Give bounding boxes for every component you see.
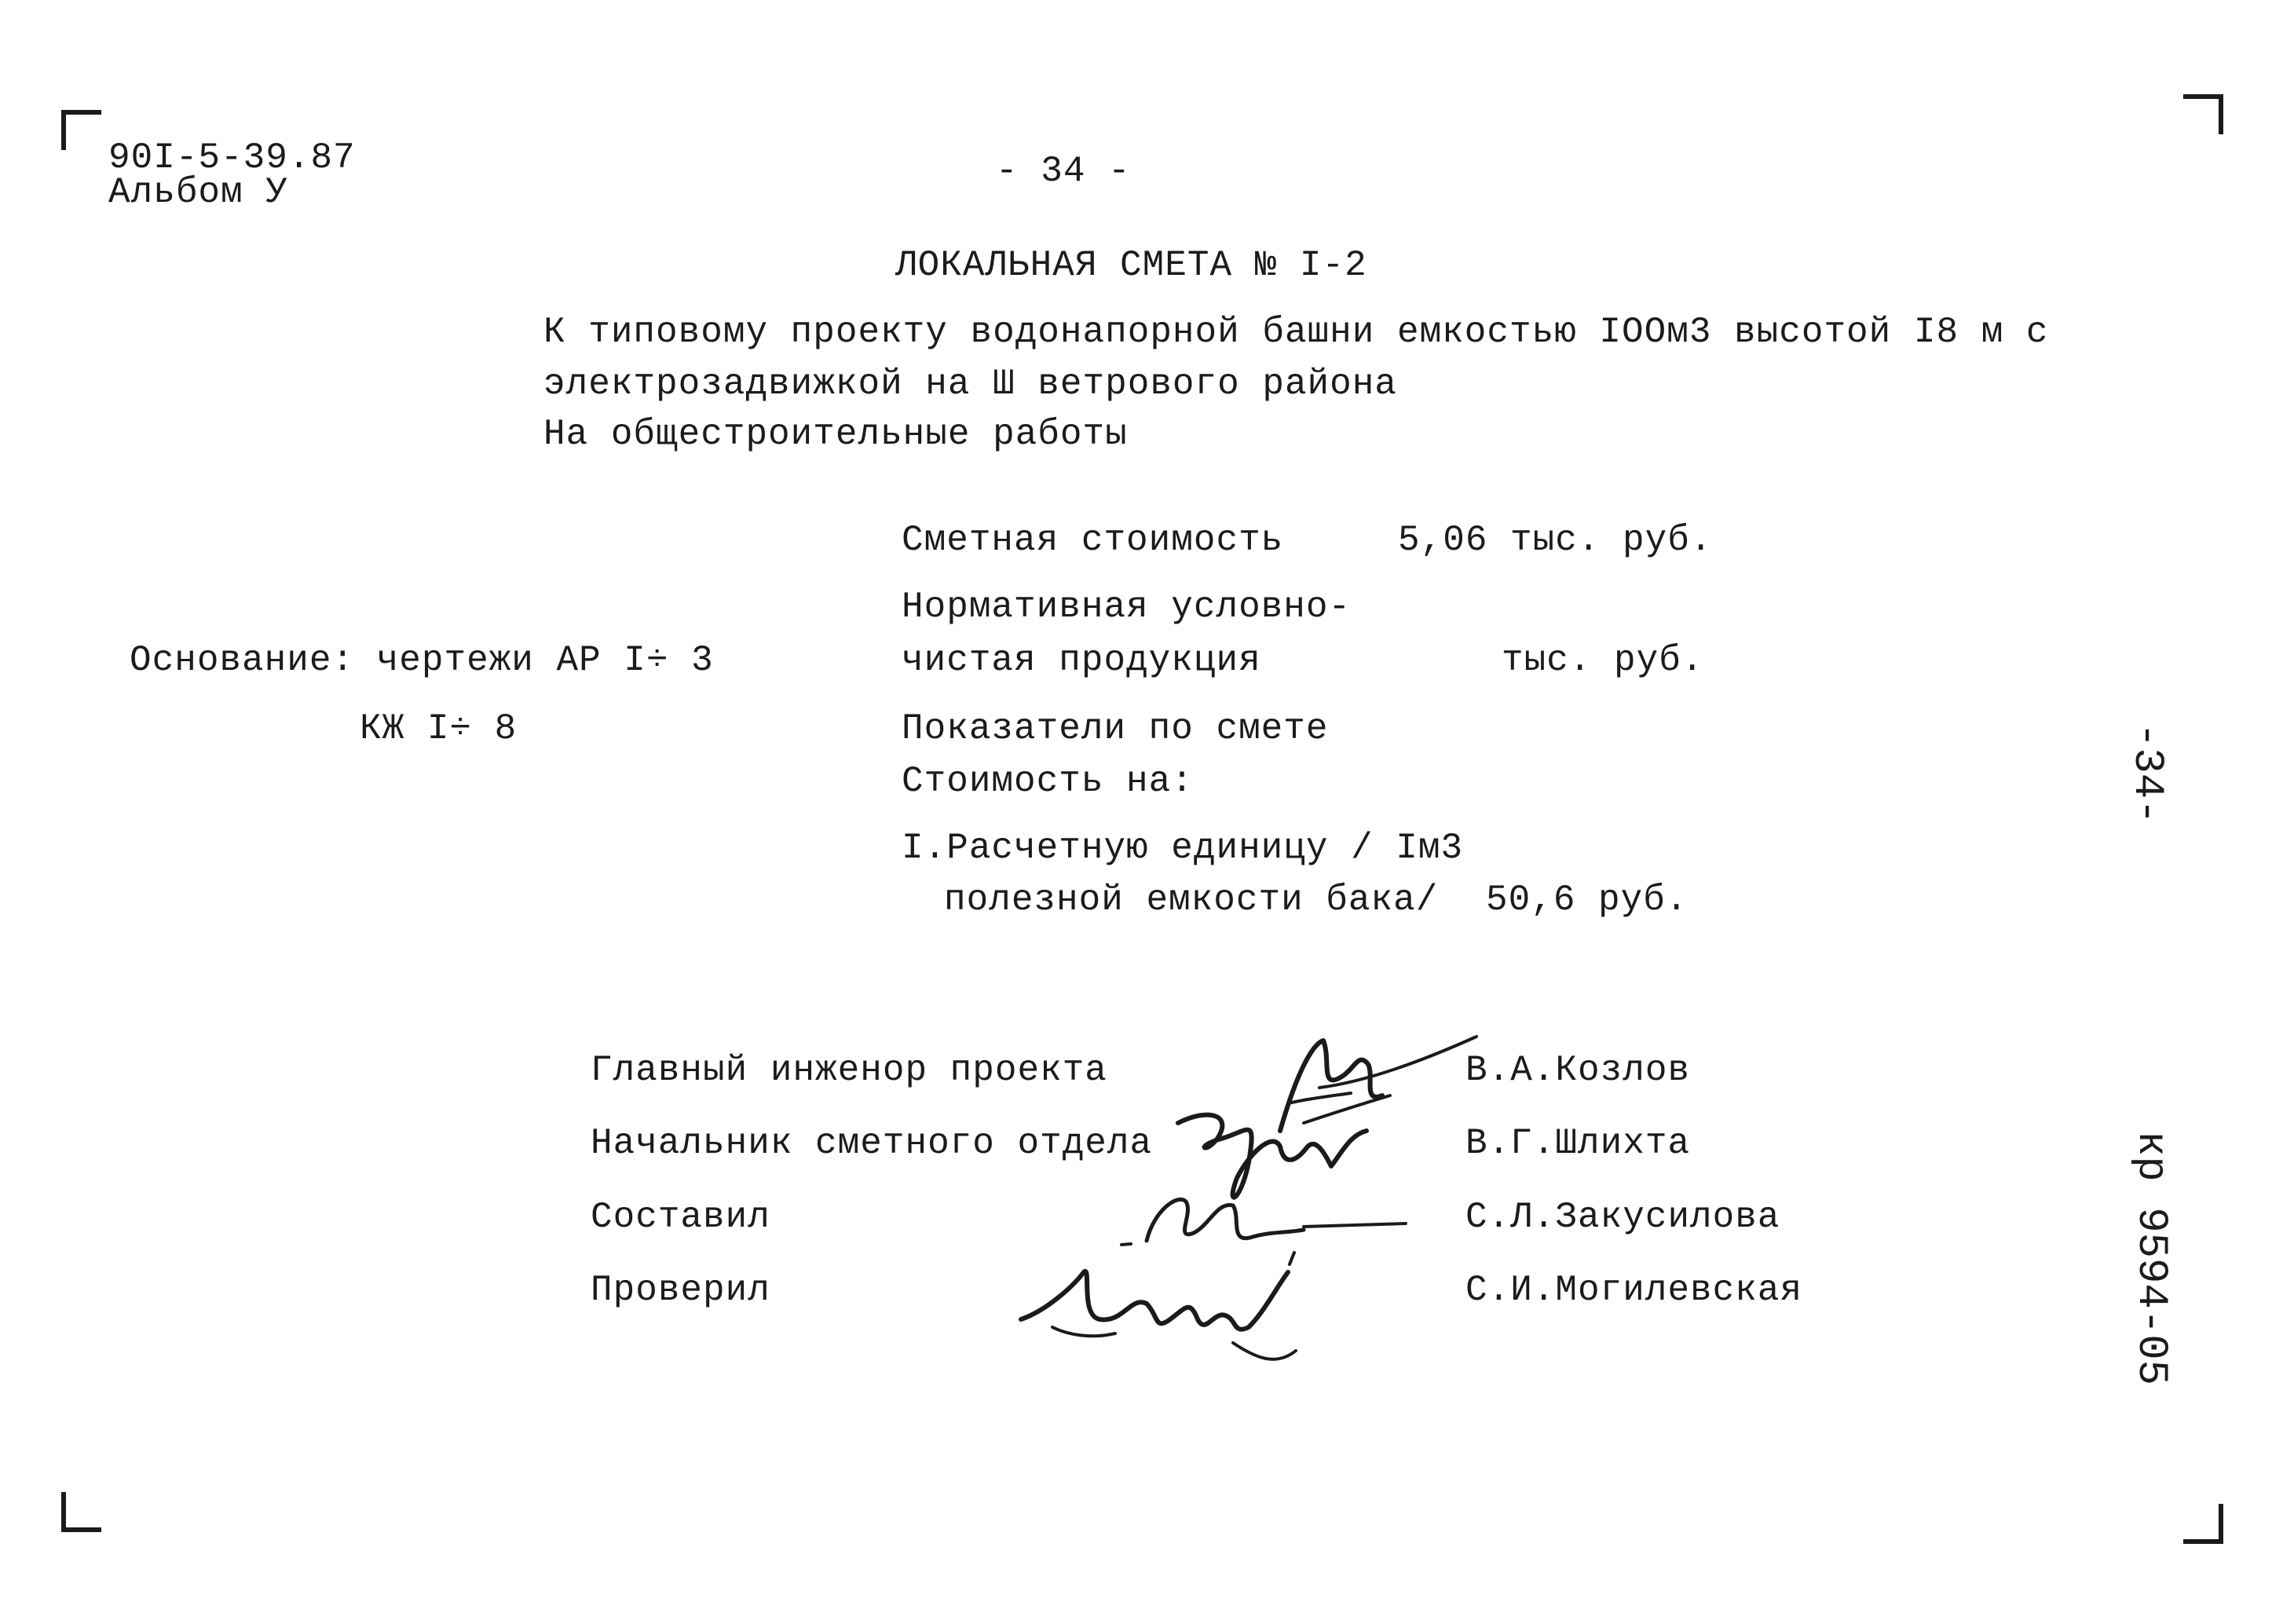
crop-mark-top-left bbox=[61, 110, 101, 150]
signature-role-compiled-by: Составил bbox=[591, 1197, 770, 1238]
basis-line-2: КЖ I÷ 8 bbox=[360, 708, 518, 749]
signature-name-estimate-head: В.Г.Шлихта bbox=[1465, 1123, 1691, 1164]
page-number: - 34 - bbox=[996, 151, 1131, 192]
signature-name-compiled-by: С.Л.Закусилова bbox=[1465, 1197, 1780, 1238]
doc-code: 90I-5-39.87 bbox=[108, 137, 356, 178]
signature-role-chief-engineer: Главный инженор проекта bbox=[591, 1050, 1107, 1091]
description-line-2: электрозадвижкой на Ш ветрового района bbox=[543, 364, 1397, 404]
signature-name-checked-by: С.И.Могилевская bbox=[1465, 1270, 1803, 1311]
margin-page-mark: -34- bbox=[2123, 722, 2171, 825]
description-line-1: К типовому проекту водонапорной башни емкостью IOOм3 высотой I8 м с bbox=[543, 312, 2049, 353]
estimated-cost-label: Сметная стоимость bbox=[902, 520, 1284, 561]
normative-value: тыс. руб. bbox=[1502, 640, 1704, 681]
cost-for-label: Стоимость на: bbox=[902, 761, 1194, 802]
indicators-label: Показатели по смете bbox=[902, 708, 1329, 749]
document-title: ЛОКАЛЬНАЯ СМЕТА № I-2 bbox=[895, 245, 1367, 286]
signature-role-checked-by: Проверил bbox=[591, 1270, 770, 1311]
unit-cost-line-2: полезной емкости бака/ bbox=[944, 880, 1439, 920]
normative-label-1: Нормативная условно- bbox=[902, 587, 1352, 627]
unit-cost-line-1: I.Расчетную единицу / Iм3 bbox=[902, 828, 1464, 869]
margin-archive-code: кр 9594-05 bbox=[2127, 1131, 2175, 1386]
description-line-3: На общестроительные работы bbox=[543, 414, 1128, 455]
album-label: Альбом У bbox=[108, 172, 288, 213]
unit-cost-value: 50,6 руб. bbox=[1486, 880, 1688, 920]
crop-mark-bottom-left bbox=[61, 1492, 101, 1532]
basis-label: Основание: чертежи АР I÷ 3 bbox=[130, 640, 714, 681]
signature-name-chief-engineer: В.А.Козлов bbox=[1465, 1050, 1691, 1091]
estimated-cost-value: 5,06 тыс. руб. bbox=[1398, 520, 1713, 561]
crop-mark-top-right bbox=[2183, 94, 2223, 134]
crop-mark-bottom-right bbox=[2183, 1504, 2223, 1544]
signature-role-estimate-head: Начальник сметного отдела bbox=[591, 1123, 1153, 1164]
normative-label-2: чистая продукция bbox=[902, 640, 1261, 681]
handwritten-signature-4 bbox=[997, 1241, 1327, 1374]
